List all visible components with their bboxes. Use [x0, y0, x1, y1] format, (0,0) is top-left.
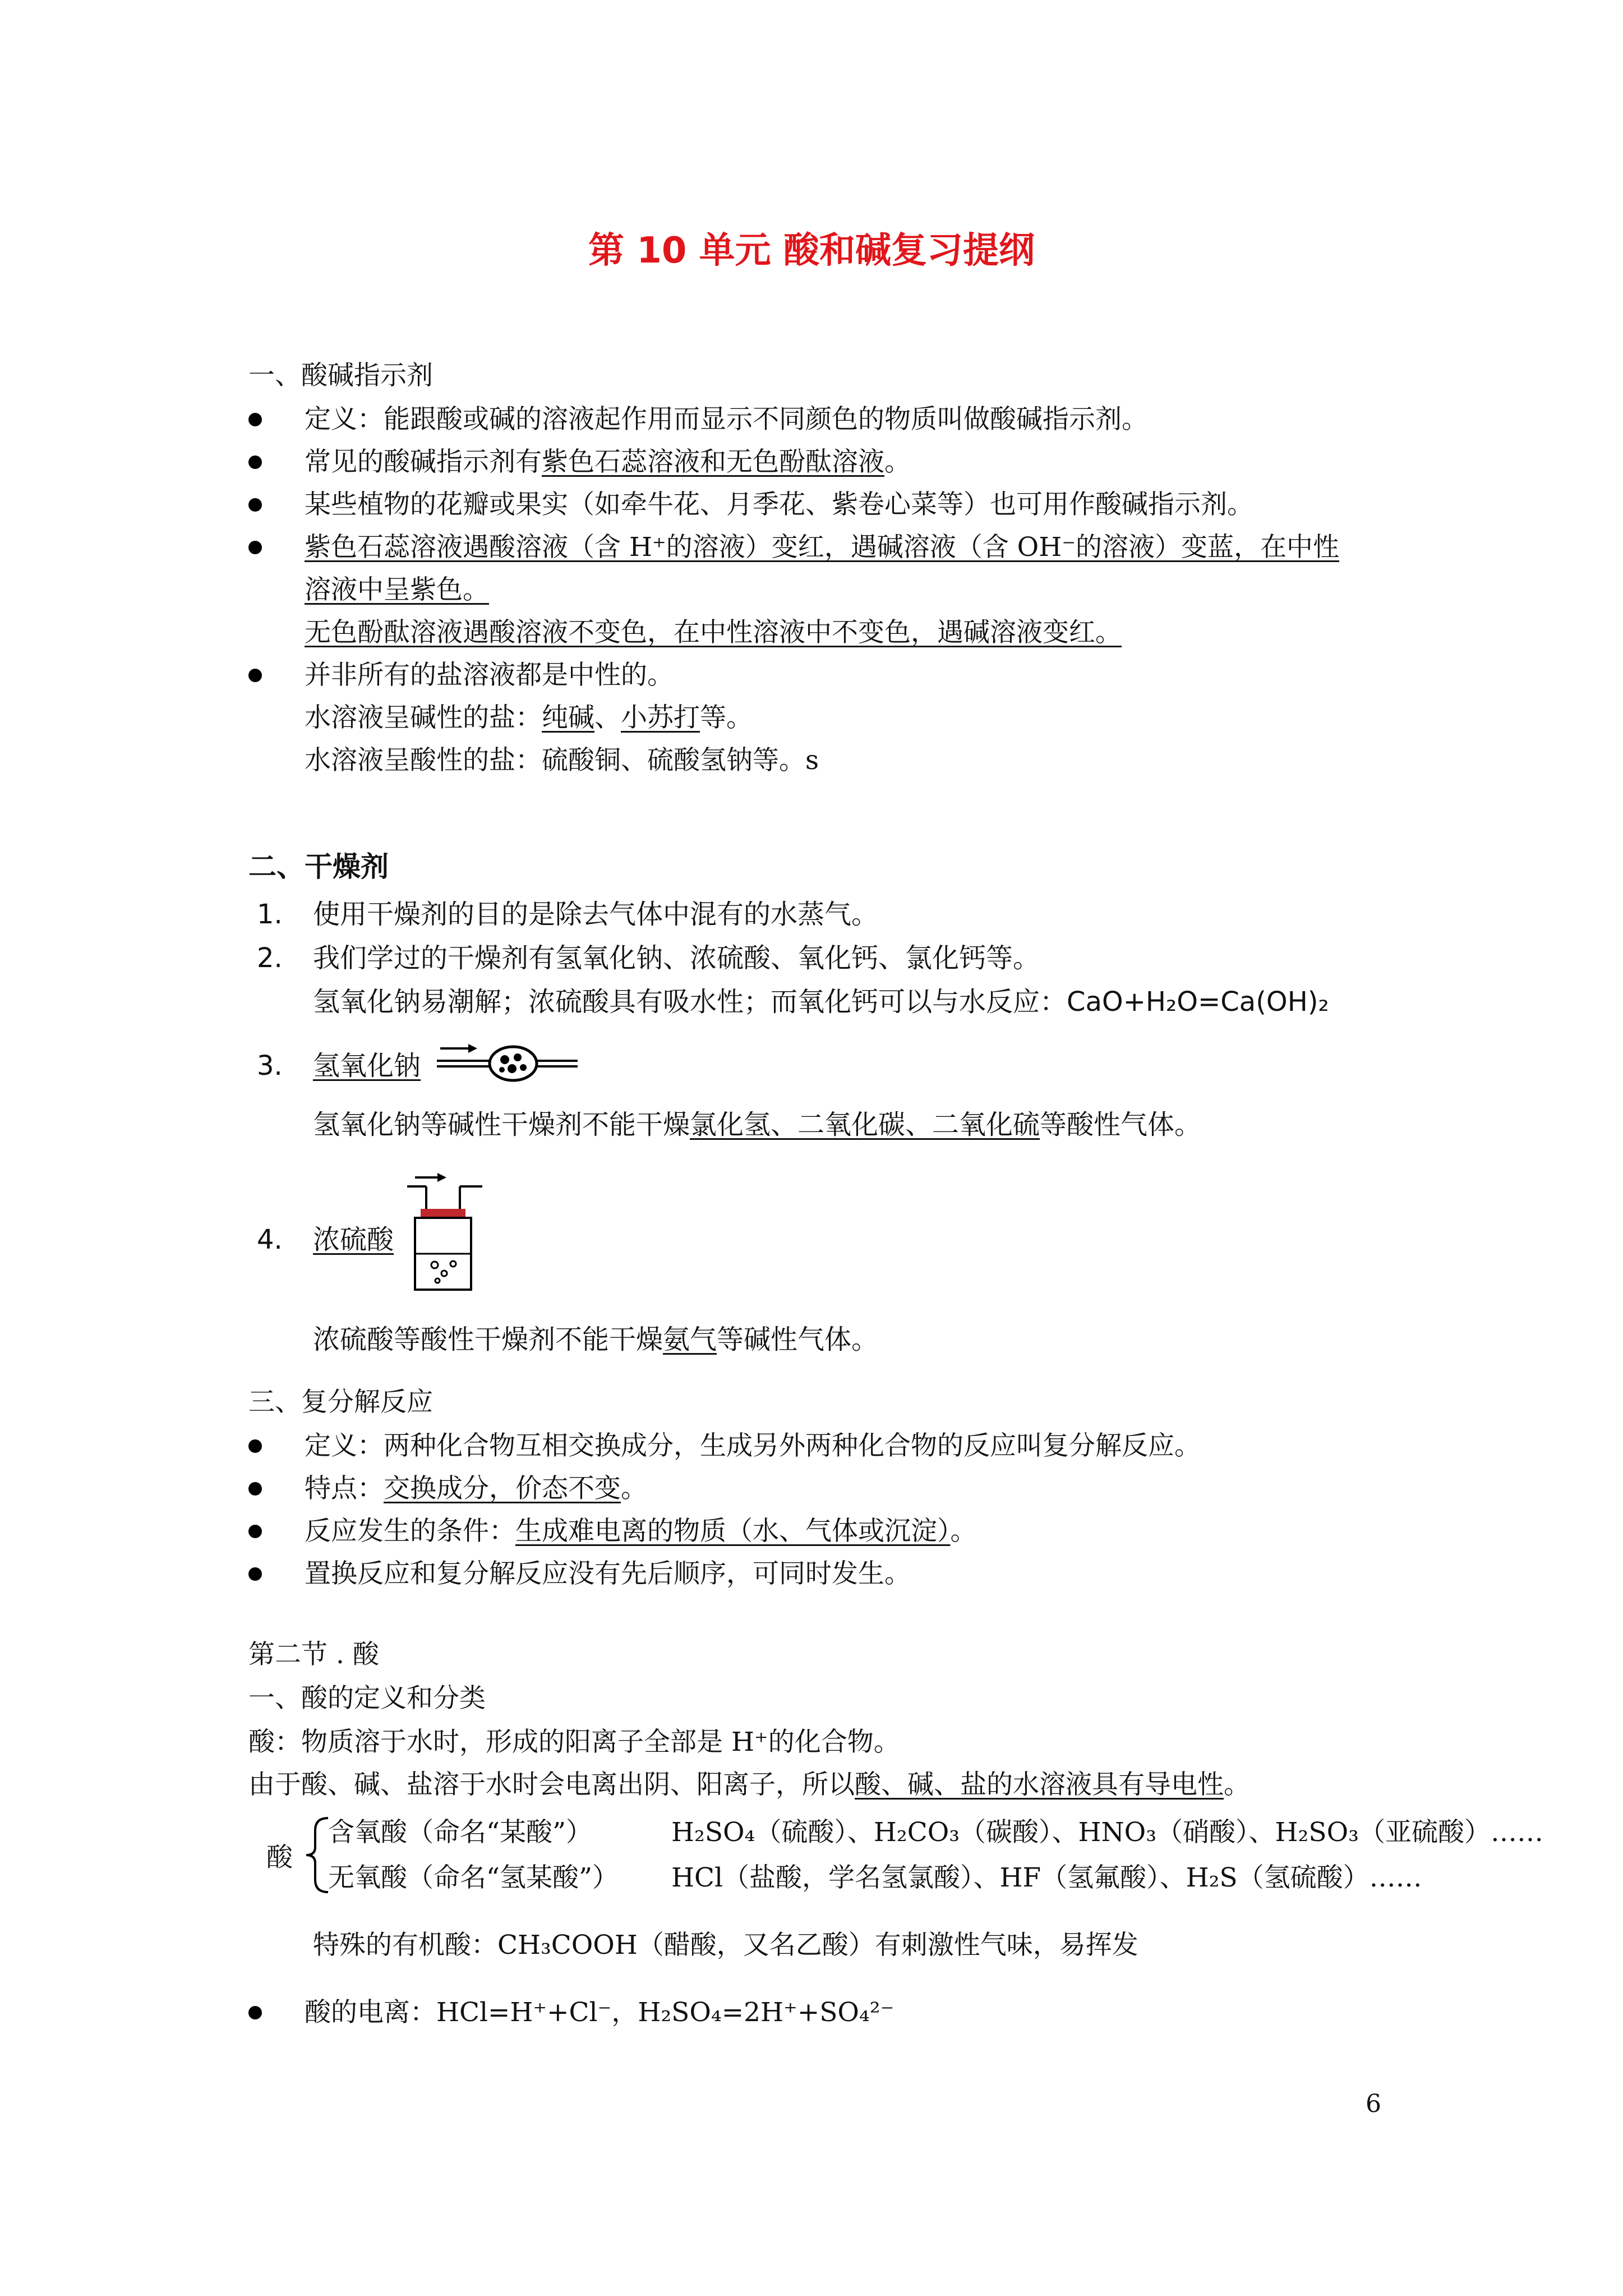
- underlined-text: 交换成分，价态不变: [384, 1473, 621, 1504]
- underlined-text: 紫色石蕊溶液和无色酚酞溶液: [542, 447, 884, 477]
- underlined-text: 氯化氢、二氧化碳、二氧化硫: [690, 1109, 1040, 1140]
- list-item-continuation: [313, 1323, 878, 1356]
- item-number: 1.: [257, 899, 283, 930]
- list-item: 氢氧化钠: [313, 1050, 421, 1082]
- acid-type-oxy: 含氧酸（命名“某酸”）: [328, 1817, 593, 1848]
- acid-type-nonoxy: 无氧酸（命名“氢某酸”）: [328, 1862, 619, 1893]
- bullet-dot: [248, 541, 262, 554]
- list-item: 置换反应和复分解反应没有先后顺序，可同时发生。: [305, 1558, 911, 1589]
- bullet-dot: [248, 1567, 262, 1581]
- page-title: 第 10 单元 酸和碱复习提纲: [588, 230, 1035, 272]
- acid-examples-oxy: H₂SO₄（硫酸）、H₂CO₃（碳酸）、HNO₃（硝酸）、H₂SO₃（亚硫酸）……: [671, 1817, 1543, 1848]
- list-item: 某些植物的花瓣或果实（如牵牛花、月季花、紫卷心菜等）也可用作酸碱指示剂。: [305, 489, 1253, 520]
- text: 特点：: [305, 1473, 384, 1504]
- list-item: [305, 445, 911, 479]
- text: 水溶液呈碱性的盐：: [305, 702, 542, 733]
- bullet-dot: [248, 413, 262, 426]
- underlined-text: 酸、碱、盐的水溶液具有导电性: [855, 1769, 1224, 1800]
- bullet-dot: [248, 1525, 262, 1538]
- list-item-continuation: [305, 701, 753, 735]
- list-item: 浓硫酸: [313, 1224, 394, 1255]
- list-item: 并非所有的盐溶液都是中性的。: [305, 660, 674, 691]
- text: 。: [621, 1473, 647, 1504]
- text: 由于酸、碱、盐溶于水时会电离出阴、阳离子，所以: [248, 1769, 855, 1800]
- item-number: 4.: [257, 1224, 283, 1255]
- subsection-title: 第二节 . 酸: [248, 1639, 379, 1670]
- underlined-text: 小苏打: [621, 702, 700, 733]
- section-heading: 三、复分解反应: [248, 1387, 433, 1418]
- underlined-text: 纯碱: [542, 702, 594, 733]
- text: 。: [950, 1516, 977, 1547]
- list-item: 定义：能跟酸或碱的溶液起作用而显示不同颜色的物质叫做酸碱指示剂。: [305, 404, 1148, 435]
- list-item: [305, 1472, 647, 1506]
- text: 常见的酸碱指示剂有: [305, 447, 542, 477]
- list-item-continuation: 溶液中呈紫色。: [305, 574, 489, 605]
- list-item: 紫色石蕊溶液遇酸溶液（含 H⁺的溶液）变红，遇碱溶液（含 OH⁻的溶液）变蓝，在中性: [305, 532, 1340, 563]
- brace-icon: [303, 1815, 331, 1896]
- bullet-dot: [248, 455, 262, 469]
- text: 、: [594, 702, 621, 733]
- list-item: 我们学过的干燥剂有氢氧化钠、浓硫酸、氧化钙、氯化钙等。: [313, 942, 1040, 974]
- bullet-dot: [248, 2006, 262, 2019]
- gas-washing-bottle-icon: [404, 1170, 488, 1293]
- list-item: 定义：两种化合物互相交换成分，生成另外两种化合物的反应叫复分解反应。: [305, 1430, 1201, 1461]
- text: 等碱性气体。: [717, 1324, 879, 1355]
- paragraph: [248, 1768, 1250, 1802]
- section-heading: 一、酸的定义和分类: [248, 1683, 486, 1714]
- section-heading: 二、干燥剂: [248, 850, 389, 883]
- list-item-continuation: 无色酚酞溶液遇酸溶液不变色，在中性溶液中不变色，遇碱溶液变红。: [305, 617, 1122, 648]
- bullet-dot: [248, 669, 262, 682]
- text: 反应发生的条件：: [305, 1516, 515, 1547]
- list-item-continuation: 氢氧化钠易潮解；浓硫酸具有吸水性；而氧化钙可以与水反应：CaO+H₂O=Ca(OH)₂: [313, 986, 1329, 1018]
- list-item: 酸的电离：HCl=H⁺+Cl⁻，H₂SO₄=2H⁺+SO₄²⁻: [305, 1997, 895, 2028]
- text: 等酸性气体。: [1040, 1109, 1202, 1140]
- item-number: 2.: [257, 942, 283, 974]
- underlined-text: 生成难电离的物质（水、气体或沉淀）: [515, 1516, 951, 1547]
- classification-label: 酸: [266, 1842, 293, 1873]
- text: 浓硫酸等酸性干燥剂不能干燥: [313, 1324, 663, 1355]
- text: 。: [1224, 1769, 1250, 1800]
- list-item-continuation: 水溶液呈酸性的盐：硫酸铜、硫酸氢钠等。s: [305, 745, 819, 776]
- list-item: [305, 1515, 977, 1548]
- item-number: 3.: [257, 1050, 283, 1082]
- paragraph: 酸：物质溶于水时，形成的阳离子全部是 H⁺的化合物。: [248, 1727, 900, 1757]
- list-item-continuation: [313, 1108, 1201, 1142]
- paragraph: 特殊的有机酸：CH₃COOH（醋酸，又名乙酸）有刺激性气味，易挥发: [313, 1930, 1138, 1961]
- section-heading: 一、酸碱指示剂: [248, 360, 433, 391]
- acid-examples-nonoxy: HCl（盐酸，学名氢氯酸）、HF（氢氟酸）、H₂S（氢硫酸）……: [671, 1862, 1422, 1893]
- text: 等。: [700, 702, 753, 733]
- text: 。: [884, 447, 911, 477]
- drying-tube-icon: [435, 1041, 580, 1085]
- bullet-dot: [248, 1439, 262, 1453]
- text: 氢氧化钠等碱性干燥剂不能干燥: [313, 1109, 690, 1140]
- page-number: 6: [1366, 2090, 1381, 2118]
- list-item: 使用干燥剂的目的是除去气体中混有的水蒸气。: [313, 899, 879, 930]
- underlined-text: 氨气: [663, 1324, 717, 1355]
- bullet-dot: [248, 498, 262, 512]
- bullet-dot: [248, 1482, 262, 1496]
